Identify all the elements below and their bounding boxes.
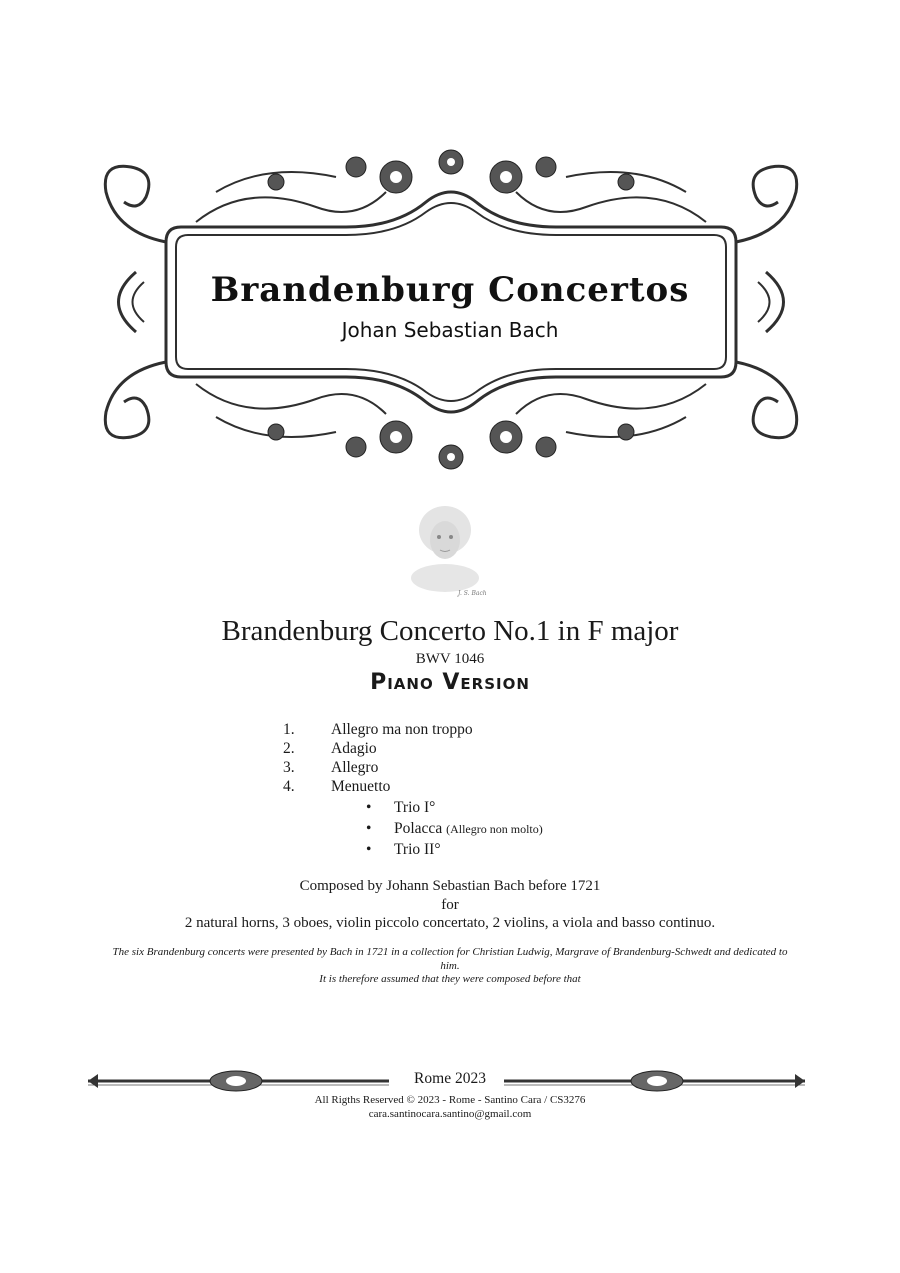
bullet-icon: • — [366, 799, 372, 816]
collection-title: Brandenburg Concertos — [210, 270, 690, 310]
catalog-number: BWV 1046 — [415, 651, 485, 667]
sub-list-item: • Trio II° — [366, 841, 441, 858]
composition-info: Composed by Johann Sebastian Bach before 1721 for 2 natural horns, 3 oboes, violin piccolo concertato, 2 violins, a viola and basso continuo. — [184, 878, 716, 931]
place-year: Rome 2023 — [414, 1070, 486, 1087]
version-label: Piano Version — [370, 670, 530, 695]
sub-list-item: • Polacca (Allegro non molto) — [366, 820, 543, 837]
bullet-icon: • — [366, 820, 372, 837]
portrait-caption: J. S. Bach — [458, 590, 487, 597]
bach-portrait — [400, 500, 490, 598]
list-item: 3. Allegro — [283, 759, 379, 776]
composer-name: Johan Sebastian Bach — [341, 318, 559, 342]
list-item: 2. Adagio — [283, 740, 377, 757]
history-note: The six Brandenburg concerts were presented by Bach in 1721 in a collection for Christian Ludwig, Margrave of Brandenburg-Schwedt and dedicated to him. It is therefore assumed that they were composed before that — [112, 946, 788, 985]
list-item: 1. Allegro ma non troppo — [283, 721, 473, 738]
copyright-notice: All Rigths Reserved © 2023 - Rome - Santino Cara / CS3276 cara.santinocara.santino@gmail.com — [0, 1093, 900, 1121]
sub-list-item: • Trio I° — [366, 799, 436, 816]
contact-email: cara.santinocara.santino@gmail.com — [368, 1108, 532, 1120]
ornamental-frame — [96, 122, 806, 502]
list-item: 4. Menuetto — [283, 778, 391, 795]
bullet-icon: • — [366, 841, 372, 858]
concerto-title: Brandenburg Concerto No.1 in F major — [221, 615, 679, 647]
